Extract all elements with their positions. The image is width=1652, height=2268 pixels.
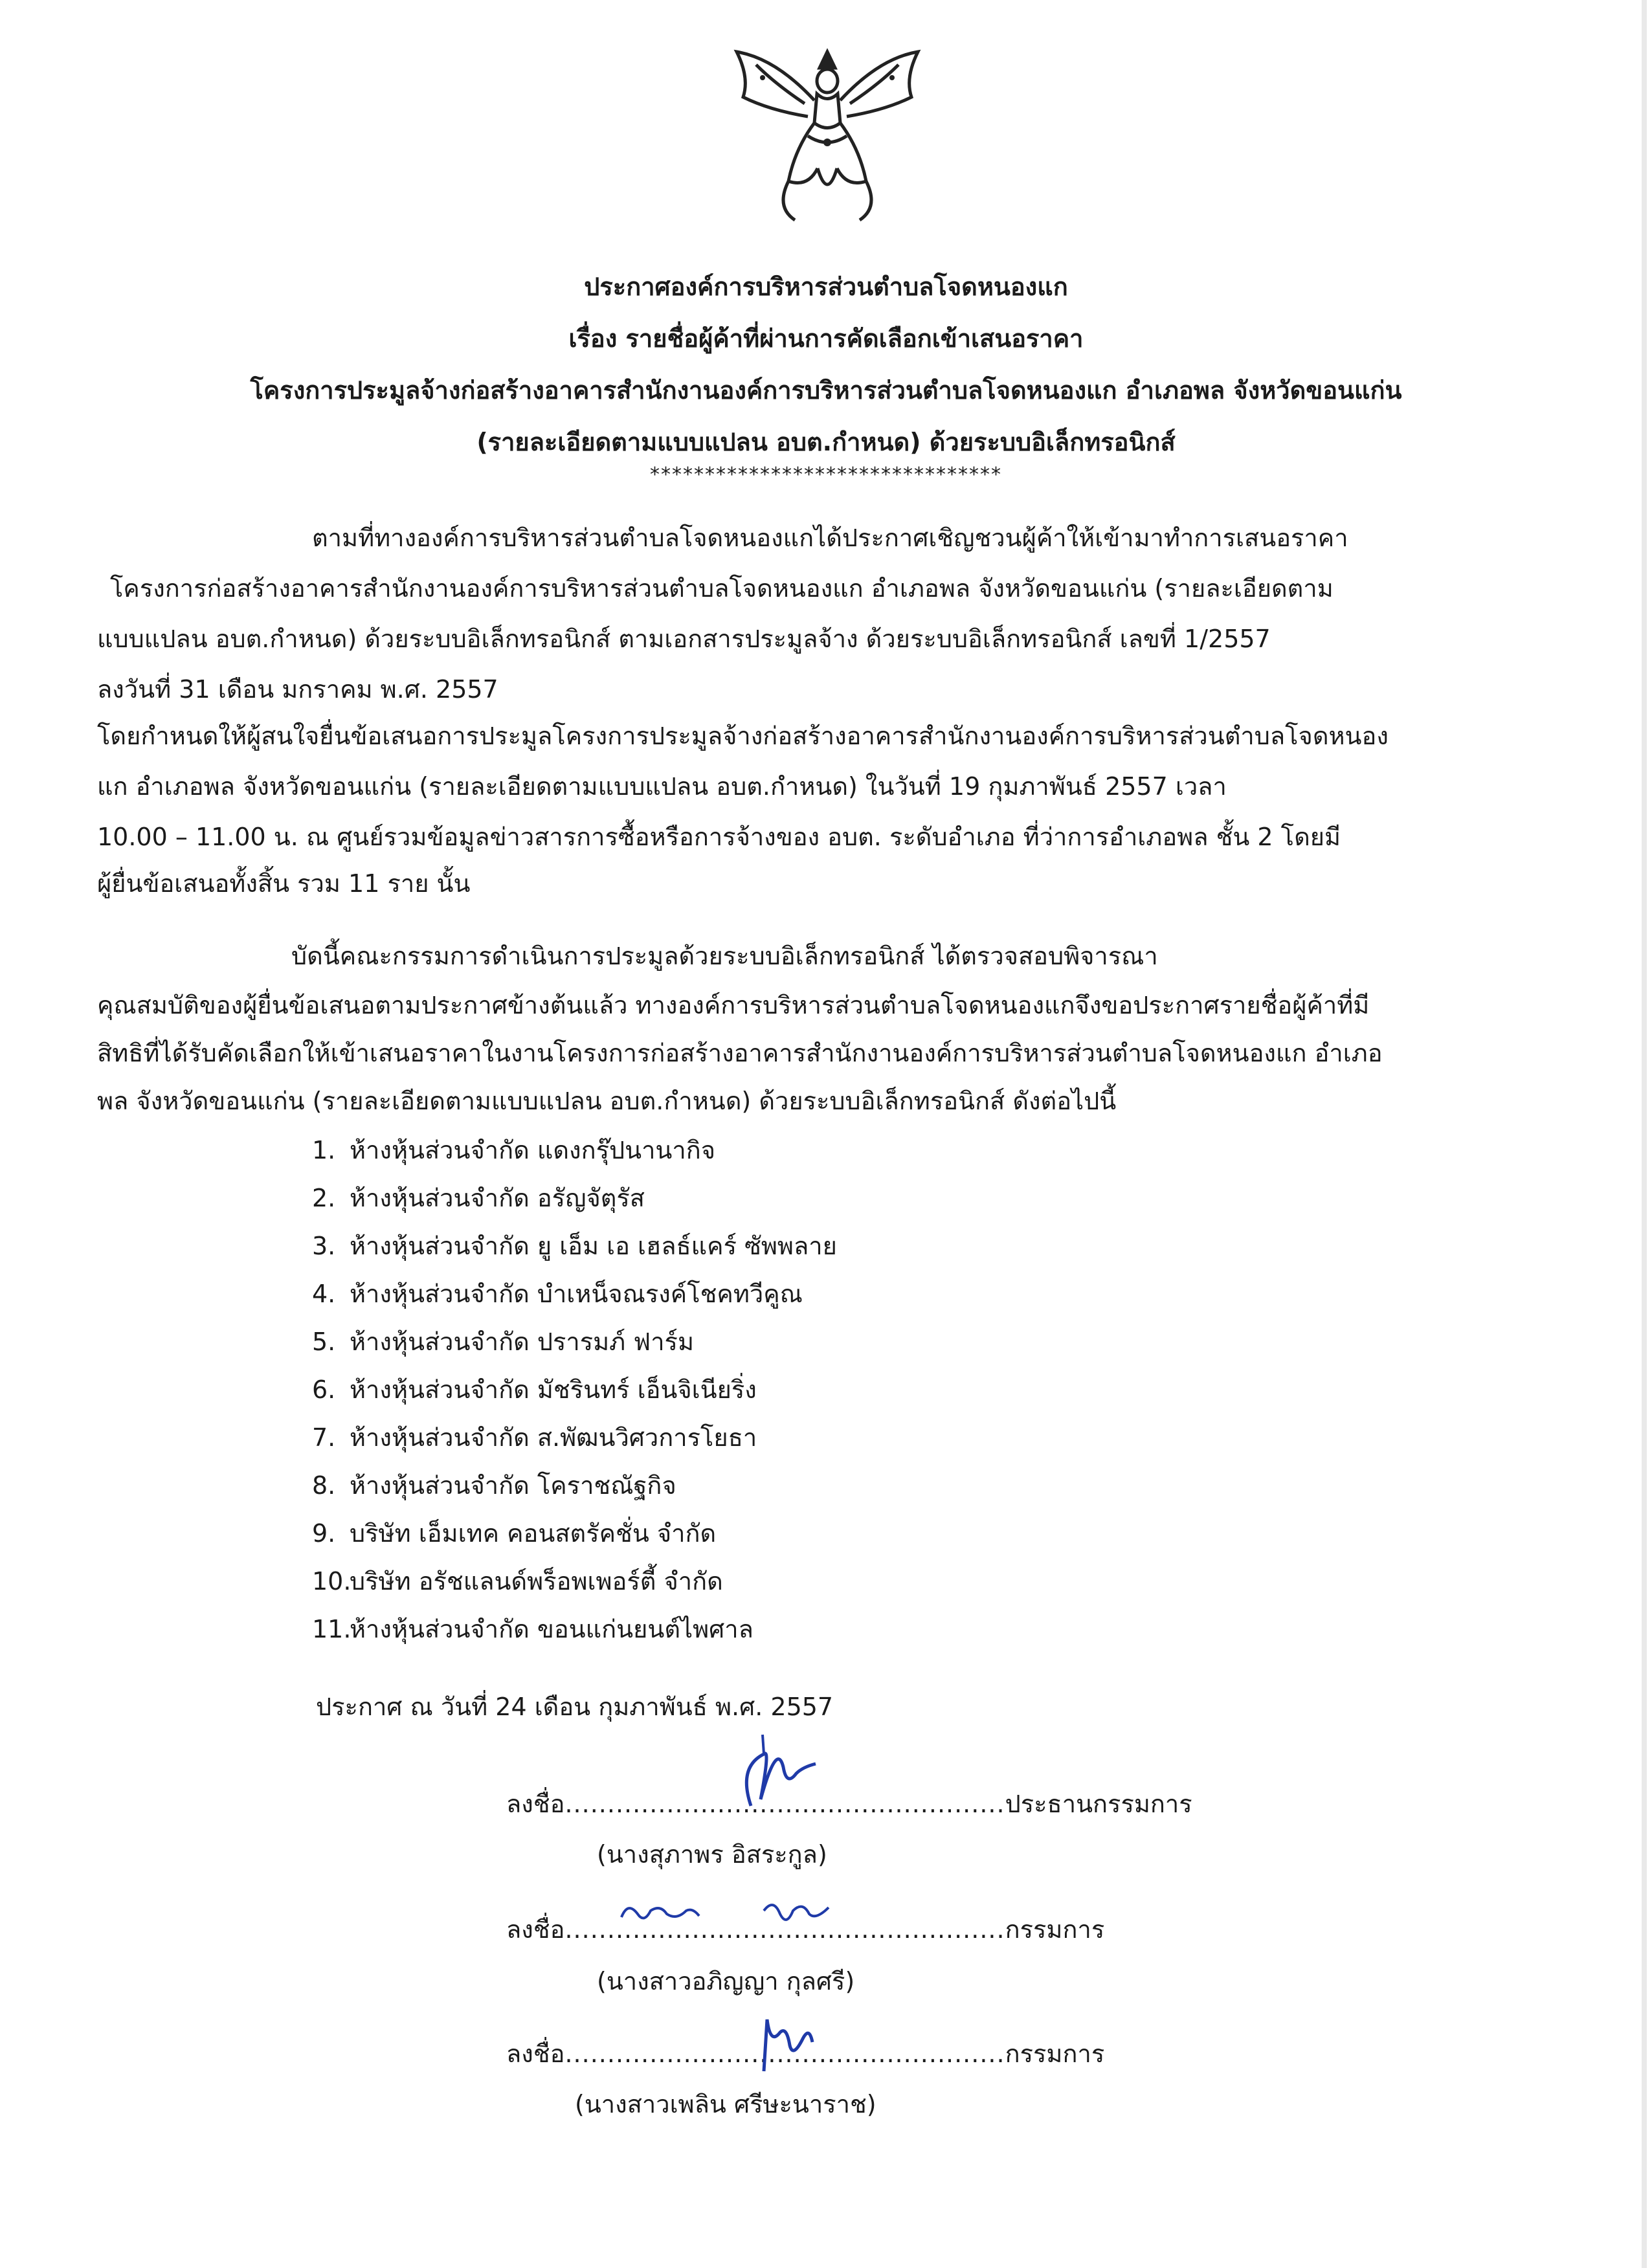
company-number: 5. bbox=[312, 1328, 336, 1356]
company-name: ห้างหุ้นส่วนจำกัด บำเหน็จณรงค์โชคทวีคูณ bbox=[350, 1280, 803, 1308]
para1-line: 10.00 – 11.00 น. ณ ศูนย์รวมข้อมูลข่าวสารการซื้อหรือการจ้างของ อบต. ระดับอำเภอ ที่ว่าการอำเภอพล ชั้น 2 โดยมี bbox=[97, 823, 1341, 851]
signature-role: กรรมการ bbox=[1005, 2040, 1105, 2068]
signature-role: ประธานกรรมการ bbox=[1005, 1790, 1192, 1818]
para1-line: แบบแปลน อบต.กำหนด) ด้วยระบบอิเล็กทรอนิกส์ ตามเอกสารประมูลจ้าง ด้วยระบบอิเล็กทรอนิกส์ เลขที่ 1/2557 bbox=[97, 625, 1271, 653]
company-name: บริษัท อรัชแลนด์พร็อพเพอร์ตี้ จำกัด bbox=[350, 1567, 723, 1595]
signature-role: กรรมการ bbox=[1005, 1915, 1105, 1944]
company-name: ห้างหุ้นส่วนจำกัด ส.พัฒนวิศวการโยธา bbox=[350, 1423, 757, 1452]
header-title: ประกาศองค์การบริหารส่วนตำบลโจดหนองแก bbox=[584, 272, 1068, 301]
para1-line: แก อำเภอพล จังหวัดขอนแก่น (รายละเอียดตามแบบแปลน อบต.กำหนด) ในวันที่ 19 กุมภาพันธ์ 2557 เวลา bbox=[97, 772, 1227, 801]
company-number: 10. bbox=[312, 1567, 352, 1595]
company-name: ห้างหุ้นส่วนจำกัด อรัญจัตุรัส bbox=[350, 1184, 645, 1212]
company-number: 3. bbox=[312, 1232, 336, 1260]
para1-line: ลงวันที่ 31 เดือน มกราคม พ.ศ. 2557 bbox=[97, 675, 498, 704]
signature-prefix: ลงชื่อ bbox=[506, 2040, 565, 2068]
signature-dots: .................................................... bbox=[564, 1790, 1005, 1818]
company-list-item bbox=[312, 1226, 837, 1265]
company-name: ห้างหุ้นส่วนจำกัด แดงกรุ๊ปนานากิจ bbox=[350, 1136, 716, 1164]
company-list-item bbox=[312, 1465, 676, 1505]
header-project: โครงการประมูลจ้างก่อสร้างอาคารสำนักงานองค์การบริหารส่วนตำบลโจดหนองแก อำเภอพล จังหวัดขอนแก่น bbox=[250, 376, 1402, 405]
handwritten-signature-1 bbox=[725, 1728, 822, 1819]
para2-line: บัดนี้คณะกรรมการดำเนินการประมูลด้วยระบบอิเล็กทรอนิกส์ ได้ตรวจสอบพิจารณา bbox=[291, 942, 1158, 970]
company-list-item bbox=[312, 1370, 757, 1409]
company-name: ห้างหุ้นส่วนจำกัด ปรารมภ์ ฟาร์ม bbox=[350, 1328, 694, 1356]
company-list-item bbox=[312, 1513, 716, 1553]
header-stars: ******************************** bbox=[650, 463, 1002, 486]
signature-dots: .................................................... bbox=[564, 1915, 1005, 1944]
company-list-item bbox=[312, 1274, 803, 1313]
garuda-emblem-icon bbox=[678, 39, 976, 233]
company-list-item bbox=[312, 1609, 753, 1649]
para2-line: พล จังหวัดขอนแก่น (รายละเอียดตามแบบแปลน อบต.กำหนด) ด้วยระบบอิเล็กทรอนิกส์ ดังต่อไปนี้ bbox=[97, 1087, 1117, 1115]
company-name: ห้างหุ้นส่วนจำกัด มัชรินทร์ เอ็นจิเนียริ่ง bbox=[350, 1375, 757, 1404]
announcement-date: ประกาศ ณ วันที่ 24 เดือน กุมภาพันธ์ พ.ศ. 2557 bbox=[316, 1693, 834, 1721]
company-name: ห้างหุ้นส่วนจำกัด โคราชณัฐกิจ bbox=[350, 1471, 676, 1500]
company-list-item bbox=[312, 1178, 645, 1217]
company-name: ห้างหุ้นส่วนจำกัด ยู เอ็ม เอ เฮลธ์แคร์ ซัพพลาย bbox=[350, 1232, 837, 1260]
signatory-name: (นางสุภาพร อิสระกูล) bbox=[597, 1840, 827, 1869]
handwritten-signature-2 bbox=[615, 1891, 848, 1937]
header-subject: เรื่อง รายชื่อผู้ค้าที่ผ่านการคัดเลือกเข้าเสนอราคา bbox=[568, 324, 1084, 353]
company-list-item bbox=[312, 1130, 715, 1170]
company-list-item bbox=[312, 1418, 757, 1457]
signature-prefix: ลงชื่อ bbox=[506, 1915, 565, 1944]
para1-line: ตามที่ทางองค์การบริหารส่วนตำบลโจดหนองแกได้ประกาศเชิญชวนผู้ค้าให้เข้ามาทำการเสนอราคา bbox=[312, 524, 1348, 552]
company-list-item bbox=[312, 1322, 694, 1361]
company-number: 4. bbox=[312, 1280, 336, 1308]
signatory-name: (นางสาวเพลิน ศรีษะนาราช) bbox=[575, 2090, 876, 2118]
para1-line: ผู้ยื่นข้อเสนอทั้งสิ้น รวม 11 ราย นั้น bbox=[97, 869, 471, 898]
signatory-name: (นางสาวอภิญญา กุลศรี) bbox=[597, 1967, 855, 1996]
company-number: 11. bbox=[312, 1615, 352, 1643]
company-list-item bbox=[312, 1561, 723, 1601]
company-number: 1. bbox=[312, 1136, 336, 1164]
company-number: 8. bbox=[312, 1471, 336, 1500]
company-name: ห้างหุ้นส่วนจำกัด ขอนแก่นยนต์ไพศาล bbox=[350, 1615, 753, 1643]
para2-line: สิทธิที่ได้รับคัดเลือกให้เข้าเสนอราคาในงานโครงการก่อสร้างอาคารสำนักงานองค์การบริหารส่วนตำบลโจดหนองแก อำเภอ bbox=[97, 1039, 1383, 1067]
company-number: 9. bbox=[312, 1519, 336, 1548]
company-name: บริษัท เอ็มเทค คอนสตรัคชั่น จำกัด bbox=[350, 1519, 717, 1548]
company-number: 6. bbox=[312, 1375, 336, 1404]
handwritten-signature-3 bbox=[751, 2007, 822, 2078]
company-number: 2. bbox=[312, 1184, 336, 1212]
header-detail: (รายละเอียดตามแบบแปลน อบต.กำหนด) ด้วยระบบอิเล็กทรอนิกส์ bbox=[476, 428, 1176, 456]
signature-dots: .................................................... bbox=[564, 2040, 1005, 2068]
para2-line: คุณสมบัติของผู้ยื่นข้อเสนอตามประกาศข้างต้นแล้ว ทางองค์การบริหารส่วนตำบลโจดหนองแกจึงขอประกาศรายชื่อผู้ค้าที่มี bbox=[97, 991, 1370, 1019]
para1-line: โครงการก่อสร้างอาคารสำนักงานองค์การบริหารส่วนตำบลโจดหนองแก อำเภอพล จังหวัดขอนแก่น (รายละเอียดตาม bbox=[110, 574, 1334, 603]
signature-line bbox=[506, 1784, 1192, 1823]
para1-line: โดยกำหนดให้ผู้สนใจยื่นข้อเสนอการประมูลโครงการประมูลจ้างก่อสร้างอาคารสำนักงานองค์การบริหารส่วนตำบลโจดหนอง bbox=[97, 722, 1389, 750]
company-number: 7. bbox=[312, 1423, 336, 1452]
signature-prefix: ลงชื่อ bbox=[506, 1790, 565, 1818]
